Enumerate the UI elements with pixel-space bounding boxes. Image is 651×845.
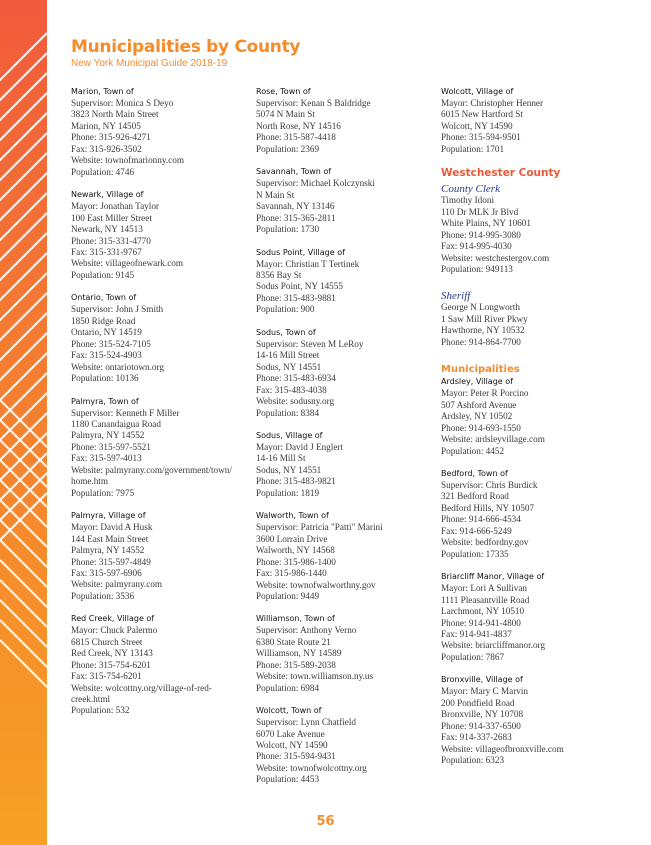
entry-detail-line: Website: townofwalworthny.gov [256, 579, 376, 590]
entry-detail-line: Supervisor: Kenneth F Miller [71, 407, 180, 418]
entry-detail-line: Phone: 914-693-1550 [441, 422, 521, 433]
entry-detail-line: Population: 1819 [256, 487, 320, 498]
municipality-entry [71, 189, 249, 281]
municipality-entry [256, 327, 434, 419]
entry-detail-line: Fax: 315-331-9767 [71, 246, 142, 257]
entry-detail-line: Phone: 315-483-9881 [256, 292, 336, 303]
entry-detail-line: Population: 8384 [256, 407, 320, 418]
entry-detail-line: creek.html [71, 694, 111, 705]
page-title: Municipalities by County [71, 37, 301, 57]
entry-detail-line: 507 Ashford Avenue [441, 399, 517, 410]
municipality-name: Palmyra, Village of [71, 511, 146, 521]
entry-detail-line: Wolcott, NY 14590 [441, 120, 513, 131]
entry-detail-line: Larchmont, NY 10510 [441, 606, 525, 617]
entry-detail-line: Website: ardsleyvillage.com [441, 434, 545, 445]
municipality-name: Wolcott, Village of [441, 87, 514, 96]
entry-detail-line: Fax: 315-483-4038 [256, 384, 327, 395]
column-2 [256, 86, 434, 797]
entry-detail-line: Phone: 914-666-4534 [441, 514, 521, 525]
entry-detail-line: Population: 3536 [71, 590, 135, 601]
entry-detail-line: Population: 6984 [256, 682, 320, 693]
entry-detail-line: Bedford Hills, NY 10507 [441, 502, 535, 513]
entry-detail-line: Sodus Point, NY 14555 [256, 281, 343, 292]
entry-detail-line: home.htm [71, 476, 109, 487]
entry-detail-line: 14-16 Mill St [256, 453, 306, 464]
municipality-name: Savannah, Town of [256, 167, 332, 177]
county-clerk-heading: County Clerk [441, 183, 500, 196]
entry-detail-line: 14-16 Mill Street [256, 350, 320, 361]
municipality-name: Rose, Town of [256, 87, 311, 96]
entry-detail-line: Population: 532 [71, 705, 130, 716]
entry-detail-line: 110 Dr MLK Jr Blvd [441, 206, 519, 217]
entry-detail-line: Fax: 315-986-1440 [256, 568, 327, 579]
entry-detail-line: Mayor: David A Husk [71, 522, 153, 533]
entry-detail-line: Population: 1730 [256, 224, 320, 235]
municipality-entry [71, 86, 249, 178]
entry-detail-line: Bronxville, NY 10708 [441, 709, 524, 720]
entry-detail-line: 200 Pondfield Road [441, 697, 515, 708]
entry-detail-line: 3823 North Main Street [71, 109, 159, 120]
entry-detail-line: Phone: 315-597-5521 [71, 441, 151, 452]
entry-detail-line: Ontario, NY 14519 [71, 327, 142, 338]
entry-detail-line: Supervisor: Monica S Deyo [71, 98, 174, 108]
municipality-name: Bedford, Town of [441, 468, 508, 478]
entry-detail-line: Population: 7867 [441, 651, 505, 662]
municipality-name: Ardsley, Village of [441, 377, 513, 387]
entry-detail-line: Website: wolcottny.org/village-of-red- [71, 682, 212, 693]
entry-detail-line: Population: 1701 [441, 143, 505, 154]
entry-detail-line: Mayor: Lori A Sullivan [441, 583, 528, 594]
entry-detail-line: N Main St [256, 189, 295, 200]
entry-detail-line: White Plains, NY 10601 [441, 218, 531, 229]
municipality-entry [441, 376, 619, 457]
entry-detail-line: Fax: 914-941-4837 [441, 628, 512, 639]
entry-detail-line: Supervisor: Anthony Verno [256, 625, 357, 636]
entry-detail-line: Supervisor: John J Smith [71, 304, 164, 315]
municipality-entry [256, 247, 434, 316]
entry-detail-line: Mayor: Peter R Porcino [441, 388, 529, 399]
entry-detail-line: 1 Saw Mill River Pkwy [441, 313, 528, 324]
entry-detail-line: Supervisor: Michael Kolczynski [256, 178, 375, 189]
entry-detail-line: Website: villageofbronxville.com [441, 743, 564, 754]
entry-detail-line: Fax: 315-597-6906 [71, 567, 142, 578]
municipality-entry [256, 613, 434, 694]
entry-detail-line: Population: 949113 [441, 263, 513, 274]
municipality-entry [256, 86, 434, 155]
municipality-entry [441, 468, 619, 560]
entry-detail-line: Walworth, NY 14568 [256, 545, 335, 556]
entry-detail-line: Population: 4746 [71, 166, 135, 177]
entry-detail-line: Fax: 914-995-4030 [441, 241, 512, 252]
entry-detail-line: Wolcott, NY 14590 [256, 740, 328, 751]
entry-detail-line: Phone: 315-926-4271 [71, 132, 151, 143]
entry-detail-line: 1180 Canandaigua Road [71, 418, 161, 429]
decorative-side-band [0, 0, 47, 845]
entry-detail-line: 5074 N Main St [256, 109, 315, 120]
entry-detail-line: Phone: 914-995-3080 [441, 229, 521, 240]
entry-detail-line: Population: 2369 [256, 143, 320, 154]
entry-detail-line: Mayor: Jonathan Taylor [71, 201, 159, 212]
county-heading: Westchester County [441, 167, 561, 180]
municipality-name: Newark, Village of [71, 190, 144, 200]
entry-detail-line: Mayor: Christian T Tertinek [256, 258, 360, 269]
municipality-name: Sodus, Town of [256, 327, 316, 337]
entry-detail-line: Population: 9145 [71, 269, 135, 280]
entry-detail-line: Timothy Idoni [441, 195, 495, 206]
municipality-entry [441, 86, 619, 155]
entry-detail-line: Mayor: David J Englert [256, 441, 344, 452]
entry-detail-line: Ardsley, NY 10502 [441, 411, 513, 422]
municipality-name: Bronxville, Village of [441, 675, 523, 685]
sheriff-heading: Sheriff [441, 290, 471, 303]
entry-detail-line: 6015 New Hartford St [441, 109, 523, 120]
entry-detail-line: Website: palmyrany.com [71, 579, 163, 590]
entry-detail-line: 144 East Main Street [71, 533, 149, 544]
entry-detail-line: Population: 17335 [441, 548, 509, 559]
entry-detail-line: Newark, NY 14513 [71, 224, 143, 235]
entry-detail-line: Mayor: Chuck Palermo [71, 625, 158, 636]
municipality-name: Red Creek, Village of [71, 614, 155, 624]
entry-detail-line: Sodus, NY 14551 [256, 361, 322, 372]
entry-detail-line: Phone: 315-483-6934 [256, 373, 336, 384]
entry-detail-line: Mayor: Christopher Henner [441, 98, 544, 108]
municipality-entry [256, 705, 434, 786]
entry-detail-line: Website: palmyrany.com/government/town/ [71, 464, 232, 475]
municipality-name: Sodus, Village of [256, 430, 323, 440]
entry-detail-line: Website: villageofnewark.com [71, 258, 184, 269]
entry-detail-line: Population: 900 [256, 304, 315, 315]
entry-detail-line: Marion, NY 14505 [71, 120, 141, 131]
municipality-entry [441, 571, 619, 663]
entry-detail-line: North Rose, NY 14516 [256, 120, 341, 131]
municipality-entry [71, 510, 249, 602]
municipality-entry [256, 510, 434, 602]
entry-detail-line: Fax: 914-337-2683 [441, 732, 512, 743]
diagonal-pattern-graphic [0, 0, 47, 845]
municipality-name: Williamson, Town of [256, 614, 335, 624]
entry-detail-line: 1111 Pleasantville Road [441, 594, 530, 605]
entry-detail-line: Supervisor: Steven M LeRoy [256, 338, 364, 349]
entry-detail-line: Sodus, NY 14551 [256, 464, 322, 475]
entry-detail-line: Population: 4452 [441, 445, 505, 456]
entry-detail-line: Fax: 315-754-6201 [71, 671, 142, 682]
entry-detail-line: Phone: 315-331-4770 [71, 235, 151, 246]
municipality-entry [71, 613, 249, 717]
entry-detail-line: George N Longworth [441, 302, 520, 313]
entry-detail-line: Website: sodusny.org [256, 396, 335, 407]
entry-detail-line: Phone: 315-589-2038 [256, 659, 336, 670]
entry-detail-line: Fax: 315-524-4903 [71, 350, 142, 361]
municipality-name: Sodus Point, Village of [256, 247, 345, 257]
page-header [71, 36, 300, 70]
entry-detail-line: Supervisor: Patricia "Patti" Marini [256, 522, 383, 533]
entry-detail-line: Phone: 315-587-4418 [256, 132, 336, 143]
municipality-name: Palmyra, Town of [71, 396, 139, 406]
entry-detail-line: 8356 Bay St [256, 269, 302, 280]
page-number: 56 [316, 814, 335, 829]
entry-detail-line: 6815 Church Street [71, 636, 143, 647]
municipality-entry [71, 396, 249, 500]
entry-detail-line: Mayor: Mary C Marvin [441, 686, 529, 697]
municipality-name: Briarcliff Manor, Village of [441, 572, 545, 582]
page-subtitle: New York Municipal Guide 2018-19 [71, 58, 228, 69]
entry-detail-line: Phone: 315-483-9821 [256, 476, 336, 487]
entry-detail-line: Phone: 315-986-1400 [256, 556, 336, 567]
column-1 [71, 86, 249, 728]
entry-detail-line: Fax: 315-926-3502 [71, 143, 142, 154]
entry-detail-line: 6380 State Route 21 [256, 636, 331, 647]
entry-detail-line: Hawthorne, NY 10532 [441, 325, 525, 336]
municipality-name: Ontario, Town of [71, 293, 137, 303]
entry-detail-line: Phone: 315-524-7105 [71, 338, 151, 349]
entry-detail-line: 6070 Lake Avenue [256, 728, 325, 739]
entry-detail-line: Fax: 315-597-4013 [71, 453, 142, 464]
entry-detail-line: Population: 4453 [256, 774, 320, 785]
entry-detail-line: Population: 9449 [256, 590, 320, 601]
entry-detail-line: Website: westchestergov.com [441, 252, 550, 263]
municipality-name: Walworth, Town of [256, 511, 329, 521]
entry-detail-line: 100 East Miller Street [71, 212, 152, 223]
municipality-entry [441, 674, 619, 766]
entry-detail-line: Supervisor: Lynn Chatfield [256, 717, 357, 728]
entry-detail-line: Supervisor: Kenan S Baldridge [256, 98, 371, 108]
entry-detail-line: Phone: 315-597-4849 [71, 556, 151, 567]
entry-detail-line: 1850 Ridge Road [71, 315, 136, 326]
municipality-name: Marion, Town of [71, 87, 134, 96]
entry-detail-line: 321 Bedford Road [441, 491, 509, 502]
municipality-entry [256, 430, 434, 499]
entry-detail-line: Supervisor: Chris Burdick [441, 479, 538, 490]
municipality-entry [71, 292, 249, 384]
entry-detail-line: Phone: 315-594-9431 [256, 751, 336, 762]
entry-detail-line: Phone: 315-754-6201 [71, 659, 151, 670]
entry-detail-line: Palmyra, NY 14552 [71, 430, 145, 441]
entry-detail-line: Savannah, NY 13146 [256, 201, 335, 212]
entry-detail-line: Website: town.williamson.ny.us [256, 671, 374, 682]
municipality-entry [256, 166, 434, 235]
column-3 [441, 86, 619, 777]
entry-detail-line: Website: briarcliffmanor.org [441, 640, 546, 651]
entry-detail-line: Phone: 914-864-7700 [441, 336, 521, 347]
municipalities-heading: Municipalities [441, 364, 520, 376]
entry-detail-line: Website: townofwolcottny.org [256, 762, 367, 773]
entry-detail-line: Phone: 914-941-4800 [441, 617, 521, 628]
entry-detail-line: Palmyra, NY 14552 [71, 545, 145, 556]
entry-detail-line: Red Creek, NY 13143 [71, 648, 153, 659]
entry-detail-line: Population: 10136 [71, 373, 139, 384]
entry-detail-line: Website: townofmarionny.com [71, 155, 184, 166]
entry-detail-line: Fax: 914-666-5249 [441, 525, 512, 536]
entry-detail-line: Williamson, NY 14589 [256, 648, 342, 659]
entry-detail-line: Phone: 914-337-6500 [441, 720, 521, 731]
entry-detail-line: Phone: 315-594-9501 [441, 132, 521, 143]
entry-detail-line: Website: bedfordny.gov [441, 537, 529, 548]
entry-detail-line: Phone: 315-365-2811 [256, 212, 336, 223]
entry-detail-line: 3600 Lorrain Drive [256, 533, 328, 544]
entry-detail-line: Population: 6323 [441, 755, 505, 766]
entry-detail-line: Website: ontariotown.org [71, 361, 164, 372]
municipality-name: Wolcott, Town of [256, 706, 322, 716]
entry-detail-line: Population: 7975 [71, 487, 135, 498]
